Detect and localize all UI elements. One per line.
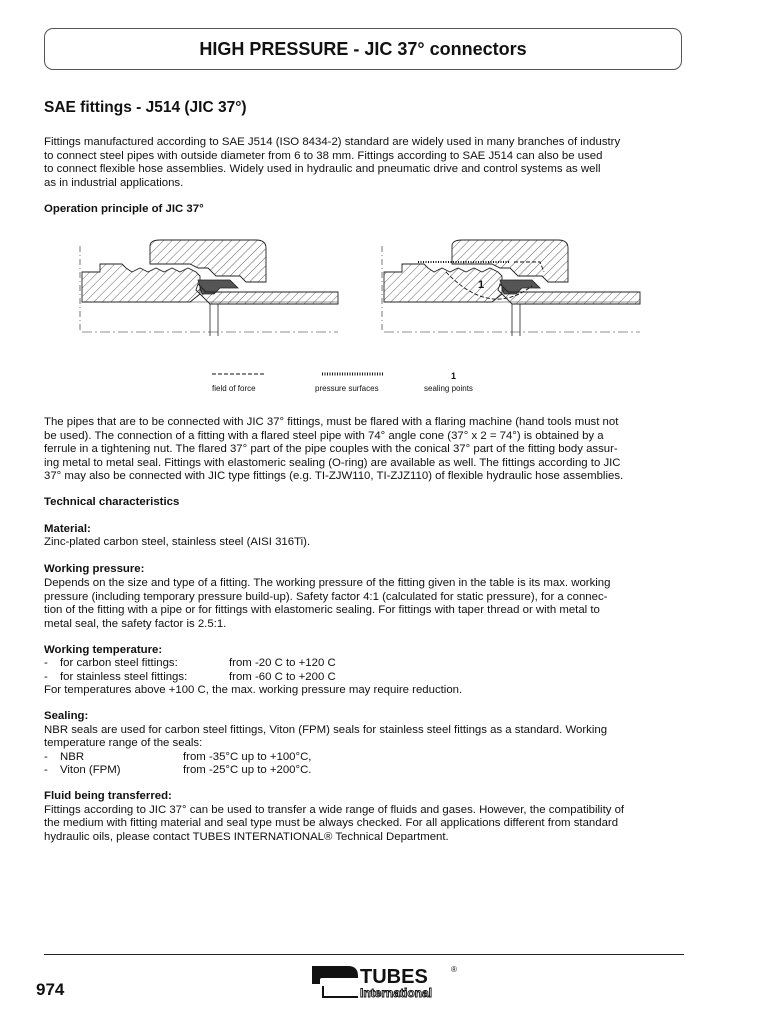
temperature-row-value: from -60 C to +200 C	[229, 670, 336, 683]
logo-tube-icon	[312, 966, 358, 984]
logo-sub-text: International	[360, 986, 433, 1000]
logo-tube-icon	[322, 986, 358, 998]
body-line: ing metal to metal seal. Fittings with elastomeric sealing (O-ring) are available as well. The fittings according to JIC	[44, 456, 621, 469]
material-heading: Material:	[44, 523, 91, 535]
temperature-row-label: - for stainless steel fittings:	[44, 670, 188, 683]
temperature-note: For temperatures above +100 C, the max. working pressure may require reduction.	[44, 684, 463, 696]
right-cross-section	[382, 240, 640, 336]
page-header-title: HIGH PRESSURE - JIC 37° connectors	[44, 28, 682, 70]
seal-row-label: - NBR	[44, 750, 85, 763]
body-line: 37° may also be connected with JIC type fittings (e.g. TI-ZJW110, TI-ZJZ110) of flexible hydraulic hose assemblies.	[44, 470, 624, 482]
sealing-point-callout: 1	[478, 279, 485, 291]
body-line: be used). The connection of a fitting with a flared steel pipe with 74° angle cone (37° x 2 = 74°) is obtained by a	[44, 429, 604, 442]
fluid-line: the medium with fitting material and seal type must be always checked. For all applications different from standard	[44, 817, 619, 829]
intro-line: to connect flexible hose assemblies. Widely used in hydraulic and pneumatic drive and control systems as well	[44, 163, 601, 175]
body-line: ferrule in a tightening nut. The flared 37° part of the pipe couples with the conical 37° part of the fitting body assur-	[44, 443, 618, 455]
intro-line: as in industrial applications.	[44, 176, 184, 189]
body-line: The pipes that are to be connected with JIC 37° fittings, must be flared with a flaring machine (hand tools must not	[44, 416, 619, 428]
legend-field-of-force: field of force	[212, 384, 256, 393]
working-temperature-heading: Working temperature:	[44, 644, 163, 656]
working-pressure-line: tion of the fitting with a pipe or for fittings with elastomeric sealing. For fittings with taper thread or with metal to	[44, 604, 600, 616]
tubes-international-logo	[312, 964, 462, 1000]
legend-sealing-mark: 1	[451, 371, 457, 381]
sealing-line: temperature range of the seals:	[44, 737, 203, 749]
sealing-line: NBR seals are used for carbon steel fittings, Viton (FPM) seals for stainless steel fittings as a standard. Working	[44, 723, 608, 736]
intro-line: Fittings manufactured according to SAE J514 (ISO 8434-2) standard are widely used in many branches of industry	[44, 136, 621, 148]
working-pressure-line: Depends on the size and type of a fitting. The working pressure of the fitting given in the table is its max. working	[44, 577, 611, 589]
left-cross-section	[80, 240, 338, 336]
fluid-heading: Fluid being transferred:	[44, 790, 172, 802]
section-title: SAE fittings - J514 (JIC 37°)	[44, 99, 247, 116]
operation-heading: Operation principle of JIC 37°	[44, 203, 204, 215]
logo-main-text: TUBES	[360, 966, 428, 988]
temperature-row-value: from -20 C to +120 C	[229, 657, 336, 669]
working-pressure-line: pressure (including temporary pressure build-up). Safety factor 4:1 (calculated for static pressure), for a connec-	[44, 590, 608, 603]
seal-row-value: from -25°C up to +200°C.	[183, 764, 312, 776]
legend-pressure-surfaces: pressure surfaces	[315, 384, 379, 393]
legend-sealing-points: sealing points	[424, 384, 473, 393]
technical-heading: Technical characteristics	[44, 496, 180, 508]
temperature-row-label: - for carbon steel fittings:	[44, 657, 178, 669]
fluid-line: Fittings according to JIC 37° can be used to transfer a wide range of fluids and gases. However, the compatibility of	[44, 803, 625, 816]
footer-divider	[44, 954, 684, 955]
intro-line: to connect steel pipes with outside diameter from 6 to 38 mm. Fittings according to SAE J514 can also be used	[44, 149, 603, 162]
material-text: Zinc-plated carbon steel, stainless steel (AISI 316Ti).	[44, 536, 311, 548]
page-number: 974	[36, 980, 65, 999]
seal-row-value: from -35°C up to +100°C,	[183, 750, 312, 763]
seal-row-label: - Viton (FPM)	[44, 764, 121, 776]
working-pressure-heading: Working pressure:	[44, 563, 145, 575]
jic-operation-diagram	[70, 232, 670, 400]
logo-registered-mark: ®	[451, 965, 457, 974]
fluid-line: hydraulic oils, please contact TUBES INTERNATIONAL® Technical Department.	[44, 830, 449, 843]
sealing-heading: Sealing:	[44, 710, 89, 722]
working-pressure-line: metal seal, the safety factor is 2.5:1.	[44, 617, 227, 630]
